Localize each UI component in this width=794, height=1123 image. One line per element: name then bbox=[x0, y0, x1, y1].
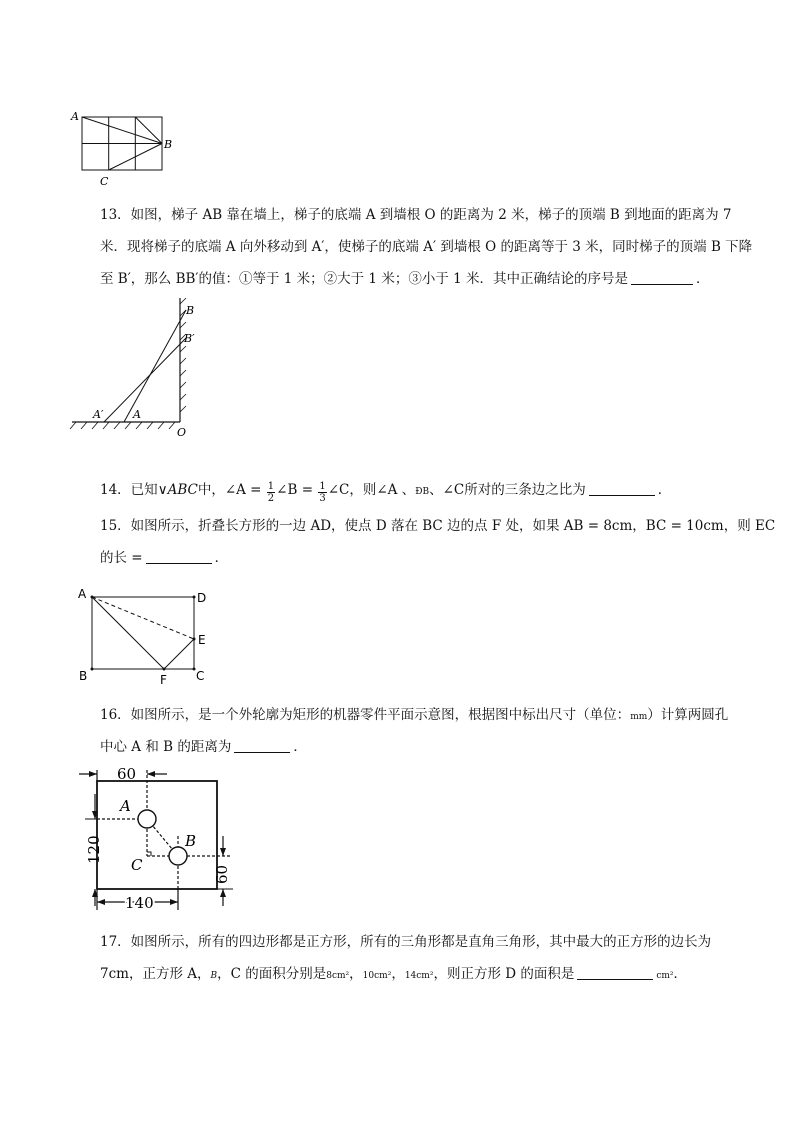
fold-label-b: B bbox=[79, 669, 88, 683]
fold-label-f: F bbox=[160, 673, 167, 686]
q14-frac2-den: 3 bbox=[319, 493, 326, 504]
q16-answer-blank[interactable] bbox=[234, 738, 290, 753]
q16-line-1-end: ）计算两圆孔 bbox=[647, 707, 729, 723]
q17-line-2: 7cm，正方形 A，B，C 的面积分别是8cm²，10cm²，14cm²，则正方形 D 的面积是 cm²． bbox=[100, 966, 688, 982]
q13-line-3-text: 至 B′，那么 BB′的值：①等于 1 米；②大于 1 米；③小于 1 米．其中正确结论的序号是 bbox=[100, 271, 628, 287]
q17-text-a: 7cm，正方形 A， bbox=[100, 966, 211, 982]
q14-prefix: 14．已知 bbox=[100, 482, 158, 498]
grid-label-c: C bbox=[100, 175, 109, 188]
q17-end: ． bbox=[673, 966, 688, 982]
grid-figure bbox=[68, 108, 188, 190]
q13-line-3 bbox=[100, 269, 710, 289]
q13-line-1: 13．如图，梯子 AB 靠在墙上，梯子的底端 A 到墙根 O 的距离为 2 米，梯子的顶端 B 到地面的距离为 7 bbox=[100, 207, 732, 223]
q14-end: ． bbox=[657, 482, 672, 498]
dim-right: 60 bbox=[213, 864, 231, 884]
dim-left: 120 bbox=[85, 835, 103, 864]
grid-label-a: A bbox=[71, 110, 79, 123]
q17-unit: cm² bbox=[656, 971, 674, 981]
ladder-label-bprime: B′ bbox=[184, 332, 195, 345]
q15-line-2-text: 的长 = bbox=[100, 550, 143, 566]
q16-line-2 bbox=[100, 737, 307, 757]
fold-label-d: D bbox=[197, 591, 207, 605]
fold-label-a: A bbox=[78, 587, 87, 601]
q16-line-1-text: 16．如图所示，是一个外轮廓为矩形的机器零件平面示意图，根据图中标出尺寸（单位： bbox=[100, 707, 631, 723]
q14-frac1-num: 1 bbox=[267, 481, 275, 492]
dim-top: 60 bbox=[117, 765, 137, 783]
ladder-label-aprime: A′ bbox=[93, 408, 104, 421]
q16-line-2-text: 中心 A 和 B 的距离为 bbox=[100, 739, 232, 755]
q14-frac2-num: 1 bbox=[319, 481, 326, 492]
q14-angle-b: ∠B = bbox=[276, 482, 314, 498]
q17-area-2: 10cm² bbox=[362, 971, 392, 981]
q16-line-2-end: ． bbox=[293, 739, 307, 755]
fold-label-e: E bbox=[198, 633, 206, 647]
dim-bottom: 140 bbox=[125, 894, 154, 912]
q17-line-1: 17．如图所示，所有的四边形都是正方形，所有的三角形都是直角三角形，其中最大的正方形的边长为 bbox=[100, 934, 712, 950]
ladder-label-a: A bbox=[133, 408, 141, 421]
q15-line-1: 15．如图所示，折叠长方形的一边 AD，使点 D 落在 BC 边的点 F 处，如果 AB = 8cm，BC = 10cm，则 EC bbox=[100, 518, 776, 534]
q14-answer-blank[interactable] bbox=[589, 481, 655, 496]
q14-fraction-third bbox=[318, 481, 326, 504]
part-label-b: B bbox=[185, 832, 197, 850]
q13-line-2: 米．现将梯子的底端 A 向外移动到 A′，使梯子的底端 A′ 到墙根 O 的距离等于 3 米，同时梯子的顶端 B 下降 bbox=[100, 239, 753, 255]
q17-answer-blank[interactable] bbox=[577, 965, 653, 980]
q14-angle-c: ∠C，则∠A 、 bbox=[327, 482, 416, 498]
q14-frac1-den: 2 bbox=[267, 493, 275, 504]
q14-triangle: ∨ABC bbox=[157, 482, 198, 498]
q14-db: ÐB bbox=[415, 487, 430, 497]
q15-line-2 bbox=[100, 548, 228, 568]
q14-line bbox=[100, 478, 671, 504]
q13-line-3-end: ． bbox=[696, 271, 710, 287]
ladder-figure bbox=[68, 294, 208, 440]
grid-label-b: B bbox=[164, 138, 173, 151]
q16-line-1 bbox=[100, 705, 728, 727]
part-label-c: C bbox=[131, 856, 143, 874]
q15-line-2-end: ． bbox=[214, 550, 229, 566]
q17-text-d: ，则正方形 D 的面积是 bbox=[433, 966, 575, 982]
q17-area-3: 14cm² bbox=[404, 971, 434, 981]
fold-label-c: C bbox=[196, 669, 205, 683]
q15-answer-blank[interactable] bbox=[146, 549, 212, 564]
q17-text-c: ，C 的面积分别是 bbox=[217, 966, 327, 982]
q17-text-b: B bbox=[210, 971, 218, 981]
q14-ratio-text: 、∠C所对的三条边之比为 bbox=[429, 482, 586, 498]
part-label-a: A bbox=[120, 797, 131, 815]
fold-rectangle-figure bbox=[72, 586, 222, 686]
q14-angle-a: 中，∠A = bbox=[197, 482, 262, 498]
q17-area-1: 8cm² bbox=[326, 971, 350, 981]
ladder-label-o: O bbox=[177, 426, 187, 439]
q13-answer-blank[interactable] bbox=[631, 270, 693, 285]
q14-fraction-half bbox=[267, 481, 275, 504]
ladder-label-b: B bbox=[186, 304, 195, 317]
q16-unit: mm bbox=[630, 712, 648, 722]
machine-part-figure bbox=[75, 764, 245, 914]
